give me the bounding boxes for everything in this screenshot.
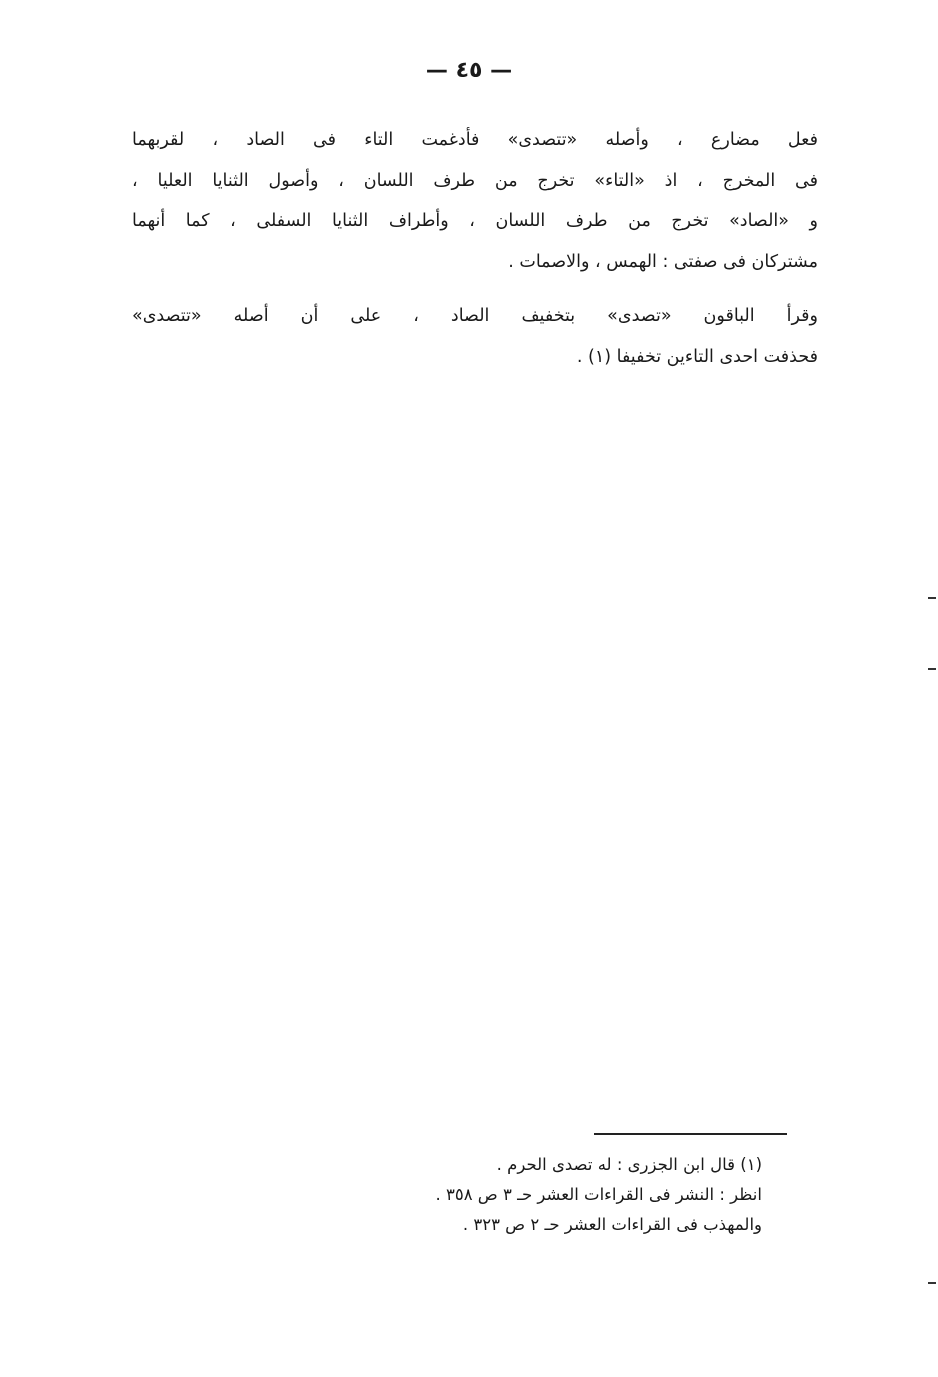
margin-mark xyxy=(928,668,936,670)
margin-mark xyxy=(928,1282,936,1284)
text-line: و «الصاد» تخرج من طرف اللسان ، وأطراف الثنايا السفلى ، كما أنهما xyxy=(132,211,818,231)
margin-mark xyxy=(928,597,936,599)
text-line: وقرأ الباقون «تصدى» بتخفيف الصاد ، على أن أصله «تتصدى» xyxy=(132,306,818,326)
footnotes xyxy=(310,1150,762,1240)
text-line: فحذفت احدى التاءين تخفيفا (١) . xyxy=(576,346,818,367)
footnote-separator xyxy=(594,1133,787,1135)
footnote-line: انظر : النشر فى القراءات العشر حـ ٣ ص ٣٥٨ . xyxy=(435,1185,762,1204)
text-line: مشتركان فى صفتى : الهمس ، والاصمات . xyxy=(508,251,818,272)
text-line: فى المخرج ، اذ «التاء» تخرج من طرف اللسان ، وأصول الثنايا العليا ، xyxy=(132,170,818,191)
page-number: — ٤٥ — xyxy=(425,58,513,83)
footnote-line: (١) قال ابن الجزرى : له تصدى الحرم . xyxy=(496,1155,762,1174)
main-paragraph-2 xyxy=(132,296,818,377)
main-paragraph-1 xyxy=(132,120,818,282)
footnote-line: والمهذب فى القراءات العشر حـ ٢ ص ٣٢٣ . xyxy=(462,1215,762,1234)
text-line: فعل مضارع ، وأصله «تتصدى» فأدغمت التاء فى الصاد ، لقربهما xyxy=(132,130,818,150)
